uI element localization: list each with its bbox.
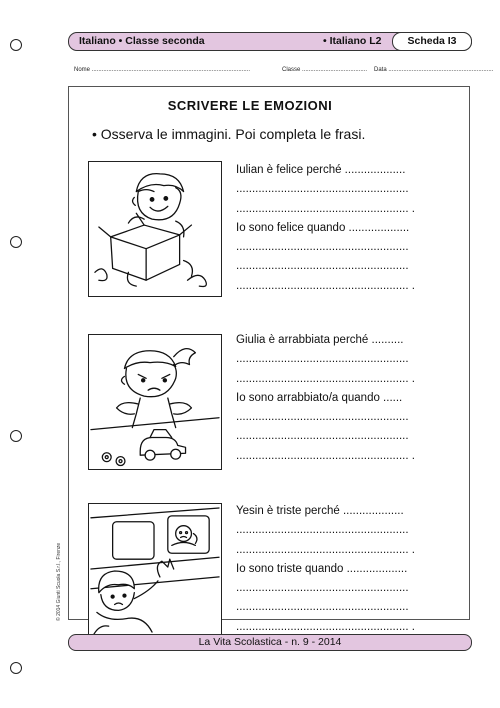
angry-girl-with-toy-car-icon	[88, 334, 222, 470]
sad-child-at-bus-window-icon	[88, 503, 222, 639]
exercise-1-line[interactable]: ......................................................	[236, 183, 409, 196]
exercise-2-lines	[236, 331, 450, 466]
exercise-1-line[interactable]: ......................................................	[236, 260, 409, 273]
date-field[interactable]: Data ...............................................................	[374, 67, 494, 73]
binder-hole-3	[10, 430, 22, 442]
header-subject: Italiano • Classe seconda	[79, 35, 205, 47]
name-field[interactable]: Nome ...............................................................................................	[74, 67, 251, 73]
exercise-2-line[interactable]: ......................................................	[236, 353, 409, 366]
header-bar	[68, 32, 472, 51]
exercise-1-line: Io sono felice quando ...................	[236, 221, 410, 234]
copyright-notice: © 2014 Giunti Scuola S.r.l., Firenze	[56, 542, 62, 621]
exercise-2-line: Giulia è arrabbiata perché ..........	[236, 334, 404, 346]
page-title: SCRIVERE LE EMOZIONI	[167, 98, 333, 113]
exercise-3-line: Io sono triste quando ...................	[236, 562, 408, 575]
exercise-3-lines	[236, 502, 450, 637]
binder-hole-4	[10, 662, 22, 674]
exercise-3-line[interactable]: ......................................................	[236, 601, 409, 614]
boy-opening-box-icon	[88, 161, 222, 297]
binder-hole-1	[10, 39, 22, 51]
exercise-1-line[interactable]: ...................................................... .	[236, 202, 415, 215]
exercise-2-line: Io sono arrabbiato/a quando ......	[236, 391, 403, 404]
exercise-3-line[interactable]: ...................................................... .	[236, 620, 415, 633]
exercise-1-lines	[236, 161, 450, 296]
binder-hole-2	[10, 236, 22, 248]
exercise-3-line: Yesin è triste perché ...................	[236, 505, 404, 517]
header-level: • Italiano L2	[323, 35, 382, 47]
instruction: • Osserva le immagini. Poi completa le frasi.	[92, 126, 366, 142]
exercise-2-line[interactable]: ...................................................... .	[236, 449, 415, 462]
student-fields	[74, 67, 494, 77]
exercise-1-line: Iulian è felice perché ...................	[236, 164, 406, 176]
exercise-3-line[interactable]: ......................................................	[236, 582, 409, 595]
exercise-1-line[interactable]: ...................................................... .	[236, 279, 415, 292]
exercise-1-line[interactable]: ......................................................	[236, 241, 409, 254]
exercise-3-line[interactable]: ......................................................	[236, 524, 409, 537]
sheet-badge: Scheda I3	[392, 32, 472, 51]
footer-bar: La Vita Scolastica - n. 9 - 2014	[68, 634, 472, 651]
exercise-3-line[interactable]: ...................................................... .	[236, 543, 415, 556]
exercise-2-line[interactable]: ...................................................... .	[236, 372, 415, 385]
class-field[interactable]: Classe .......................................	[282, 67, 368, 73]
exercise-2-line[interactable]: ......................................................	[236, 411, 409, 424]
exercise-2-line[interactable]: ......................................................	[236, 430, 409, 443]
